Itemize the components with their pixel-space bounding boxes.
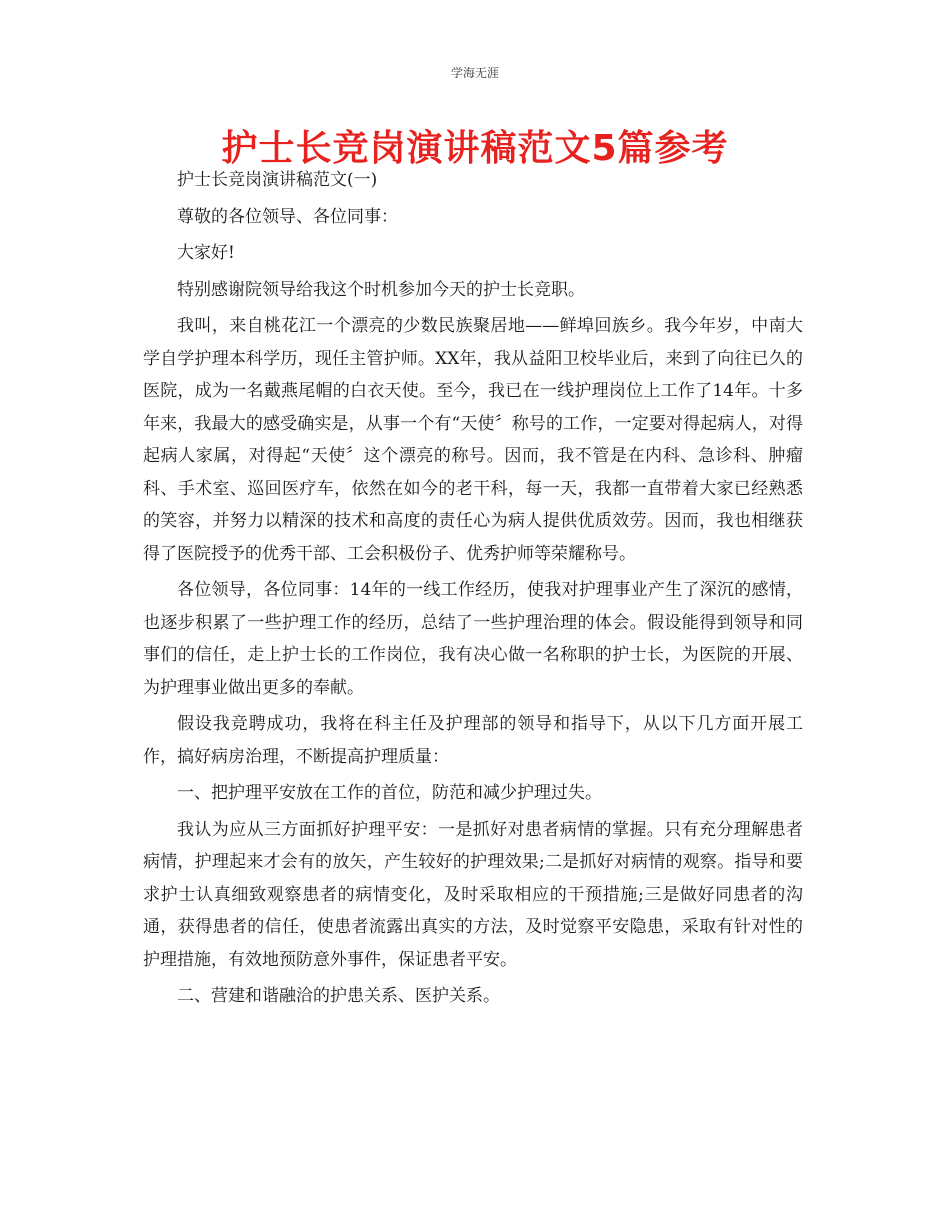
subheading: 二、营建和谐融洽的护患关系、医护关系。: [177, 986, 500, 1006]
page-header: 学海无涯: [450, 66, 499, 80]
paragraph: 特别感谢院领导给我这个时机参加今天的护士长竞职。: [177, 279, 585, 300]
paragraph: 我认为应从三方面抓好护理平安：一是抓好对患者病情的掌握。只有充分理解患者病情，护理起来才会有的放矢，产生较好的护理效果;二是抓好对病情的观察。指导和要求护士认真细致观察患者的病情变化，及时采取相应的干预措施;三是做好同患者的沟通，获得患者的信任，使患者流露出真实的方法，及时觉察平安隐患，采取有针对性的护理措施，有效地预防意外事件，保证患者平安。: [143, 819, 803, 970]
subheading: 一、把护理平安放在工作的首位，防范和减少护理过失。: [177, 783, 602, 803]
section-heading: 护士长竞岗演讲稿范文(一): [177, 170, 378, 190]
salutation: 尊敬的各位领导、各位同事：: [177, 206, 398, 227]
paragraph: 假设我竞聘成功，我将在科主任及护理部的领导和指导下，从以下几方面开展工作，搞好病房治理，不断提高护理质量：: [143, 714, 803, 767]
paragraph: 我叫，来自桃花江一个漂亮的少数民族聚居地——鲜埠回族乡。我今年岁，中南大学自学护理本科学历，现任主管护师。XX年，我从益阳卫校毕业后，来到了向往已久的医院，成为一名戴燕尾帽的白衣天使。至今，我已在一线护理岗位上工作了14年。十多年来，我最大的感受确实是，从事一个有“天使〞称号的工作，一定要对得起病人，对得起病人家属，对得起“天使〞这个漂亮的称号。因而，我不管是在内科、急诊科、肿瘤科、手术室、巡回医疗车，依然在如今的老干科，每一天，我都一直带着大家已经熟悉的笑容，并努力以精深的技术和高度的责任心为病人提供优质效劳。因而，我也相继获得了医院授予的优秀干部、工会积极份子、优秀护师等荣耀称号。: [143, 316, 803, 564]
document-body: [143, 164, 803, 1017]
document-title: 护士长竞岗演讲稿范文5篇参考: [221, 128, 729, 169]
greeting: 大家好!: [177, 243, 235, 263]
paragraph: 各位领导，各位同事：14年的一线工作经历，使我对护理事业产生了深沉的感情，也逐步积累了一些护理工作的经历，总结了一些护理治理的体会。假设能得到领导和同事们的信任，走上护士长的工作岗位，我有决心做一名称职的护士长，为医院的开展、为护理事业做出更多的奉献。: [143, 580, 803, 698]
